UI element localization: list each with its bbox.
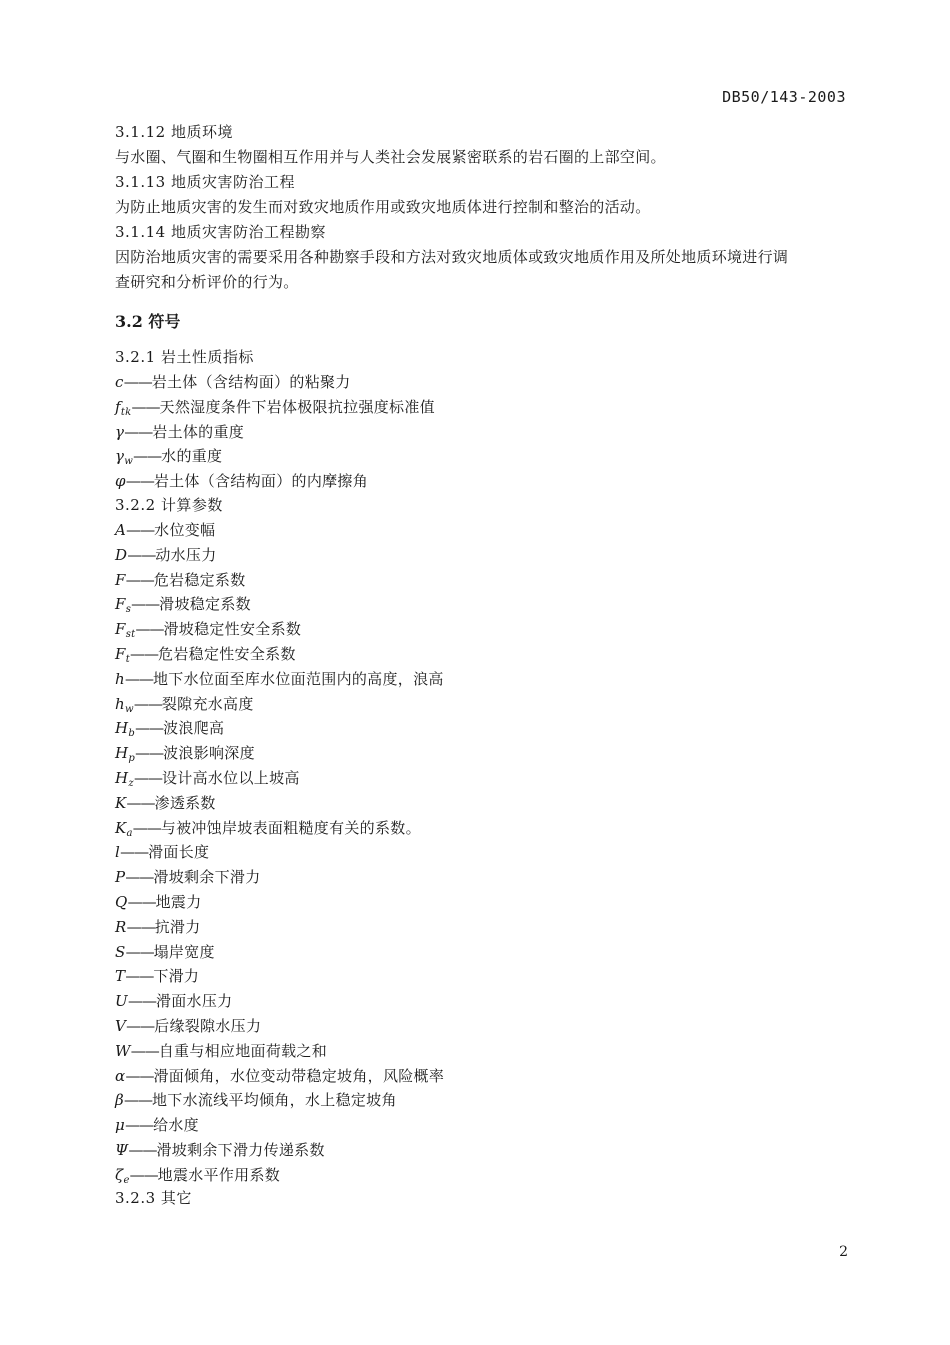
symbol: F xyxy=(115,570,126,589)
symbol-dash: —— xyxy=(130,645,159,663)
clause-text: 与水圈、气圈和生物圈相互作用并与人类社会发展紧密联系的岩石圈的上部空间。 xyxy=(115,148,666,166)
symbol-entry xyxy=(115,668,444,689)
symbol: φ xyxy=(115,472,126,491)
symbol-entry xyxy=(115,569,246,590)
clause-heading: 3.1.14 地质灾害防治工程勘察 xyxy=(115,223,327,241)
symbol-subscript: z xyxy=(128,778,134,789)
symbol-dash: —— xyxy=(133,694,162,713)
symbol-description: 地震力 xyxy=(155,893,202,911)
symbol-dash: —— xyxy=(125,1116,154,1135)
symbol: F xyxy=(115,595,126,614)
symbol-subscript: w xyxy=(124,456,134,468)
symbol-dash: —— xyxy=(124,422,153,441)
symbol: V xyxy=(115,1017,127,1035)
symbol-description: 天然湿度条件下岩体极限抗拉强度标准值 xyxy=(159,397,435,416)
symbol-entry xyxy=(115,817,421,839)
symbol-description: 地下水位面至库水位面范围内的高度，浪高 xyxy=(152,669,444,688)
symbol-entry xyxy=(115,916,201,937)
symbol-entry xyxy=(115,767,300,789)
symbol-description: 渗透系数 xyxy=(154,793,216,812)
symbol: μ xyxy=(115,1116,126,1135)
symbol-entry xyxy=(115,841,209,862)
document-code: DB50/143-2003 xyxy=(722,88,846,106)
symbol-dash: —— xyxy=(125,942,154,961)
symbol: ζ xyxy=(115,1165,124,1184)
symbol-dash: —— xyxy=(123,1091,152,1110)
symbol-entry xyxy=(115,396,435,418)
symbol-description: 裂隙充水高度 xyxy=(161,694,254,713)
symbol-entry xyxy=(115,643,296,665)
clause-heading: 3.1.13 地质灾害防治工程 xyxy=(115,173,296,191)
symbol: γ xyxy=(115,447,125,466)
symbol-entry xyxy=(115,866,261,887)
symbol-entry xyxy=(115,1164,280,1186)
symbol-dash: —— xyxy=(135,620,164,639)
symbol-dash: —— xyxy=(126,521,155,539)
symbol-subscript: t xyxy=(125,654,131,665)
symbol-dash: —— xyxy=(123,373,152,391)
clause-text: 为防止地质灾害的发生而对致灾地质作用或致灾地质体进行控制和整治的活动。 xyxy=(115,198,651,216)
symbol-entry xyxy=(115,941,215,962)
symbol: β xyxy=(115,1091,124,1110)
symbol: D xyxy=(115,545,128,564)
symbol: P xyxy=(115,868,126,887)
symbol-entry xyxy=(115,742,255,764)
symbol: A xyxy=(115,521,127,539)
symbol-dash: —— xyxy=(135,719,164,738)
group-heading: 3.2.2 计算参数 xyxy=(115,496,223,514)
symbol-dash: —— xyxy=(133,769,162,787)
symbol-dash: —— xyxy=(126,917,155,936)
symbol-entry xyxy=(115,1015,261,1036)
symbol-dash: —— xyxy=(126,1017,155,1035)
symbol-dash: —— xyxy=(125,967,154,986)
symbol: R xyxy=(115,917,127,936)
symbol-dash: —— xyxy=(120,843,149,862)
symbol-description: 滑坡剩余下滑力 xyxy=(153,868,261,887)
symbol-entry xyxy=(115,792,216,813)
symbol-description: 地震水平作用系数 xyxy=(157,1165,281,1184)
symbol: W xyxy=(115,1041,131,1060)
symbol-description: 危岩稳定性安全系数 xyxy=(158,645,296,663)
symbol-dash: —— xyxy=(132,818,161,837)
symbol-description: 波浪影响深度 xyxy=(163,744,255,763)
symbol-subscript: tk xyxy=(120,406,132,418)
symbol-description: 岩土体（含结构面）的粘聚力 xyxy=(151,373,351,391)
symbol-description: 地下水流线平均倾角，水上稳定坡角 xyxy=(151,1091,397,1110)
symbol-description: 滑面倾角，水位变动带稳定坡角，风险概率 xyxy=(153,1066,445,1085)
symbol-entry xyxy=(115,519,215,540)
symbol-entry xyxy=(115,371,351,392)
symbol-dash: —— xyxy=(127,545,156,564)
symbol: Ψ xyxy=(115,1141,129,1159)
symbol: Q xyxy=(115,893,128,911)
symbol-entry xyxy=(115,965,199,986)
symbol: α xyxy=(115,1066,126,1085)
symbol-entry xyxy=(115,1065,444,1086)
symbol-description: 水位变幅 xyxy=(154,521,216,539)
symbol-description: 下滑力 xyxy=(153,967,200,986)
symbol-dash: —— xyxy=(128,1141,157,1159)
symbol-entry xyxy=(115,544,217,565)
symbol-entry xyxy=(115,1040,327,1061)
symbol-description: 自重与相应地面荷载之和 xyxy=(158,1041,328,1060)
symbol-dash: —— xyxy=(124,669,153,688)
symbol-description: 波浪爬高 xyxy=(163,719,225,738)
symbol-description: 滑坡剩余下滑力传递系数 xyxy=(156,1141,325,1159)
symbol: F xyxy=(115,620,126,639)
symbol-entry xyxy=(115,445,222,467)
symbol-dash: —— xyxy=(125,570,154,589)
clause-heading: 3.1.12 地质环境 xyxy=(115,123,234,141)
symbol: h xyxy=(115,669,125,688)
clause-text: 因防治地质灾害的需要采用各种勘察手段和方法对致灾地质体或致灾地质作用及所处地质环境进行调 xyxy=(115,248,789,266)
symbol-entry xyxy=(115,618,301,640)
symbol: l xyxy=(115,843,121,862)
symbol-entry xyxy=(115,891,202,912)
group-heading: 3.2.1 岩土性质指标 xyxy=(115,348,254,366)
symbol-description: 滑坡稳定系数 xyxy=(159,595,251,614)
symbol-description: 塌岸宽度 xyxy=(153,942,215,961)
symbol: T xyxy=(115,967,126,986)
page-number: 2 xyxy=(839,1244,848,1260)
symbol-description: 动水压力 xyxy=(155,545,217,564)
symbol-entry xyxy=(115,1089,397,1110)
symbol-dash: —— xyxy=(127,992,156,1011)
symbol-description: 水的重度 xyxy=(161,447,223,466)
symbol-subscript: e xyxy=(123,1174,130,1186)
symbol-description: 岩土体的重度 xyxy=(152,422,245,441)
symbol-entry xyxy=(115,470,368,491)
symbol-dash: —— xyxy=(133,447,162,466)
symbol-description: 抗滑力 xyxy=(154,917,201,936)
symbol: K xyxy=(115,793,127,812)
symbol: c xyxy=(115,373,124,391)
symbol-entry xyxy=(115,717,224,739)
symbol-subscript: w xyxy=(124,703,134,715)
symbol-subscript: s xyxy=(125,604,132,616)
symbol-dash: —— xyxy=(130,1041,159,1060)
group-heading: 3.2.3 其它 xyxy=(115,1189,192,1207)
symbol-dash: —— xyxy=(131,595,160,614)
symbol-entry xyxy=(115,1139,325,1160)
symbol-dash: —— xyxy=(131,397,160,416)
symbol-subscript: p xyxy=(128,753,136,765)
symbol-entry xyxy=(115,593,251,615)
symbol-description: 设计高水位以上坡高 xyxy=(161,769,300,787)
symbol-description: 岩土体（含结构面）的内摩擦角 xyxy=(153,472,369,491)
symbol-description: 与被冲蚀岸坡表面粗糙度有关的系数。 xyxy=(160,818,421,837)
symbol-entry xyxy=(115,1114,199,1135)
symbol-dash: —— xyxy=(125,868,154,887)
symbol-dash: —— xyxy=(129,1165,158,1184)
symbol: H xyxy=(115,769,129,787)
symbol-entry xyxy=(115,693,254,715)
symbol: K xyxy=(115,818,127,837)
symbol: f xyxy=(115,397,121,416)
symbol: S xyxy=(115,942,126,961)
symbol-dash: —— xyxy=(127,893,156,911)
clause-text: 查研究和分析评价的行为。 xyxy=(115,273,299,291)
symbol-description: 滑面水压力 xyxy=(155,992,233,1011)
symbol-description: 危岩稳定系数 xyxy=(153,570,246,589)
symbol: F xyxy=(115,645,126,663)
symbol: h xyxy=(115,694,125,713)
section-heading: 3.2 符号 xyxy=(115,312,181,331)
symbol: H xyxy=(115,744,129,763)
symbol-description: 滑坡稳定性安全系数 xyxy=(163,620,302,639)
symbol: γ xyxy=(115,422,125,441)
symbol-entry xyxy=(115,990,232,1011)
symbol-subscript: b xyxy=(128,728,136,740)
symbol: H xyxy=(115,719,129,738)
symbol-subscript: st xyxy=(125,629,136,641)
symbol-dash: —— xyxy=(126,793,155,812)
symbol-subscript: a xyxy=(126,827,133,839)
symbol-description: 滑面长度 xyxy=(148,843,210,862)
symbol-dash: —— xyxy=(125,1066,154,1085)
symbol-dash: —— xyxy=(135,744,164,763)
symbol-dash: —— xyxy=(125,472,154,491)
symbol-entry xyxy=(115,421,244,442)
symbol: U xyxy=(115,992,128,1011)
symbol-description: 后缘裂隙水压力 xyxy=(154,1017,262,1035)
symbol-description: 给水度 xyxy=(153,1116,199,1135)
